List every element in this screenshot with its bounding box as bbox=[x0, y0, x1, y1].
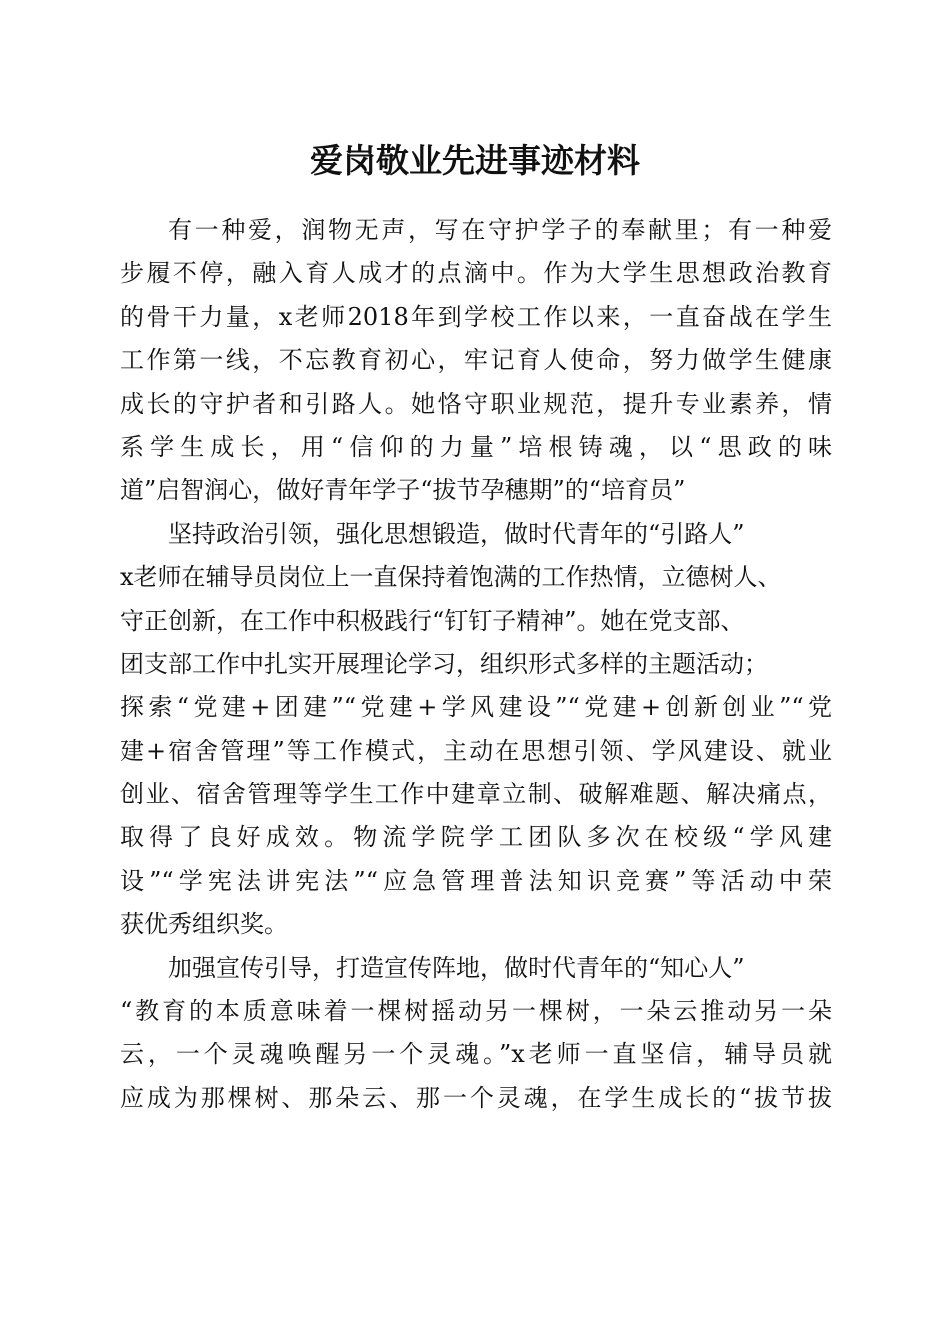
body-text-line: 探索“党建+团建”“党建+学风建设”“党建+创新创业”“党 bbox=[120, 693, 832, 722]
body-text-line: 道”启智润心，做好青年学子“拔节孕穗期”的“培育员” bbox=[120, 476, 686, 505]
body-text-line: 步履不停，融入育人成才的点滴中。作为大学生思想政治教育 bbox=[120, 259, 832, 288]
body-text-line: 工作第一线，不忘教育初心，牢记育人使命，努力做学生健康 bbox=[120, 346, 832, 375]
body-text-line: “教育的本质意味着一棵树摇动另一棵树，一朵云推动另一朵 bbox=[120, 997, 832, 1026]
body-text-line: 取得了良好成效。物流学院学工团队多次在校级“学风建 bbox=[120, 823, 832, 852]
body-text-line: 获优秀组织奖。 bbox=[120, 910, 288, 939]
body-text-line: 设”“学宪法讲宪法”“应急管理普法知识竞赛”等活动中荣 bbox=[120, 866, 832, 895]
body-text-line: 团支部工作中扎实开展理论学习，组织形式多样的主题活动； bbox=[120, 649, 768, 678]
document-title: 爱岗敬业先进事迹材料 bbox=[310, 141, 640, 180]
body-text-line: 应成为那棵树、那朵云、那一个灵魂，在学生成长的“拔节拔 bbox=[120, 1083, 832, 1112]
body-text-line: 有一种爱，润物无声，写在守护学子的奉献里；有一种爱 bbox=[168, 216, 832, 244]
body-text-line: 成长的守护者和引路人。她恪守职业规范，提升专业素养，情 bbox=[120, 389, 832, 418]
body-text-line: 的骨干力量，x老师2018年到学校工作以来，一直奋战在学生 bbox=[120, 302, 832, 331]
document-body bbox=[120, 209, 832, 1120]
body-text-line: 加强宣传引导，打造宣传阵地，做时代青年的“知心人” bbox=[168, 953, 745, 982]
body-text-line: 守正创新，在工作中积极践行“钉钉子精神”。她在党支部、 bbox=[120, 606, 745, 635]
body-text-line: 建+宿舍管理”等工作模式，主动在思想引领、学风建设、就业 bbox=[120, 736, 832, 765]
body-text-line: x老师在辅导员岗位上一直保持着饱满的工作热情，立德树人、 bbox=[120, 563, 782, 592]
body-text-line: 创业、宿舍管理等学生工作中建章立制、破解难题、解决痛点， bbox=[120, 780, 832, 809]
body-text-line: 云，一个灵魂唤醒另一个灵魂。”x老师一直坚信，辅导员就 bbox=[120, 1040, 832, 1069]
body-text-line: 系学生成长，用“信仰的力量”培根铸魂，以“思政的味 bbox=[120, 432, 832, 461]
body-text-line: 坚持政治引领，强化思想锻造，做时代青年的“引路人” bbox=[168, 519, 745, 548]
